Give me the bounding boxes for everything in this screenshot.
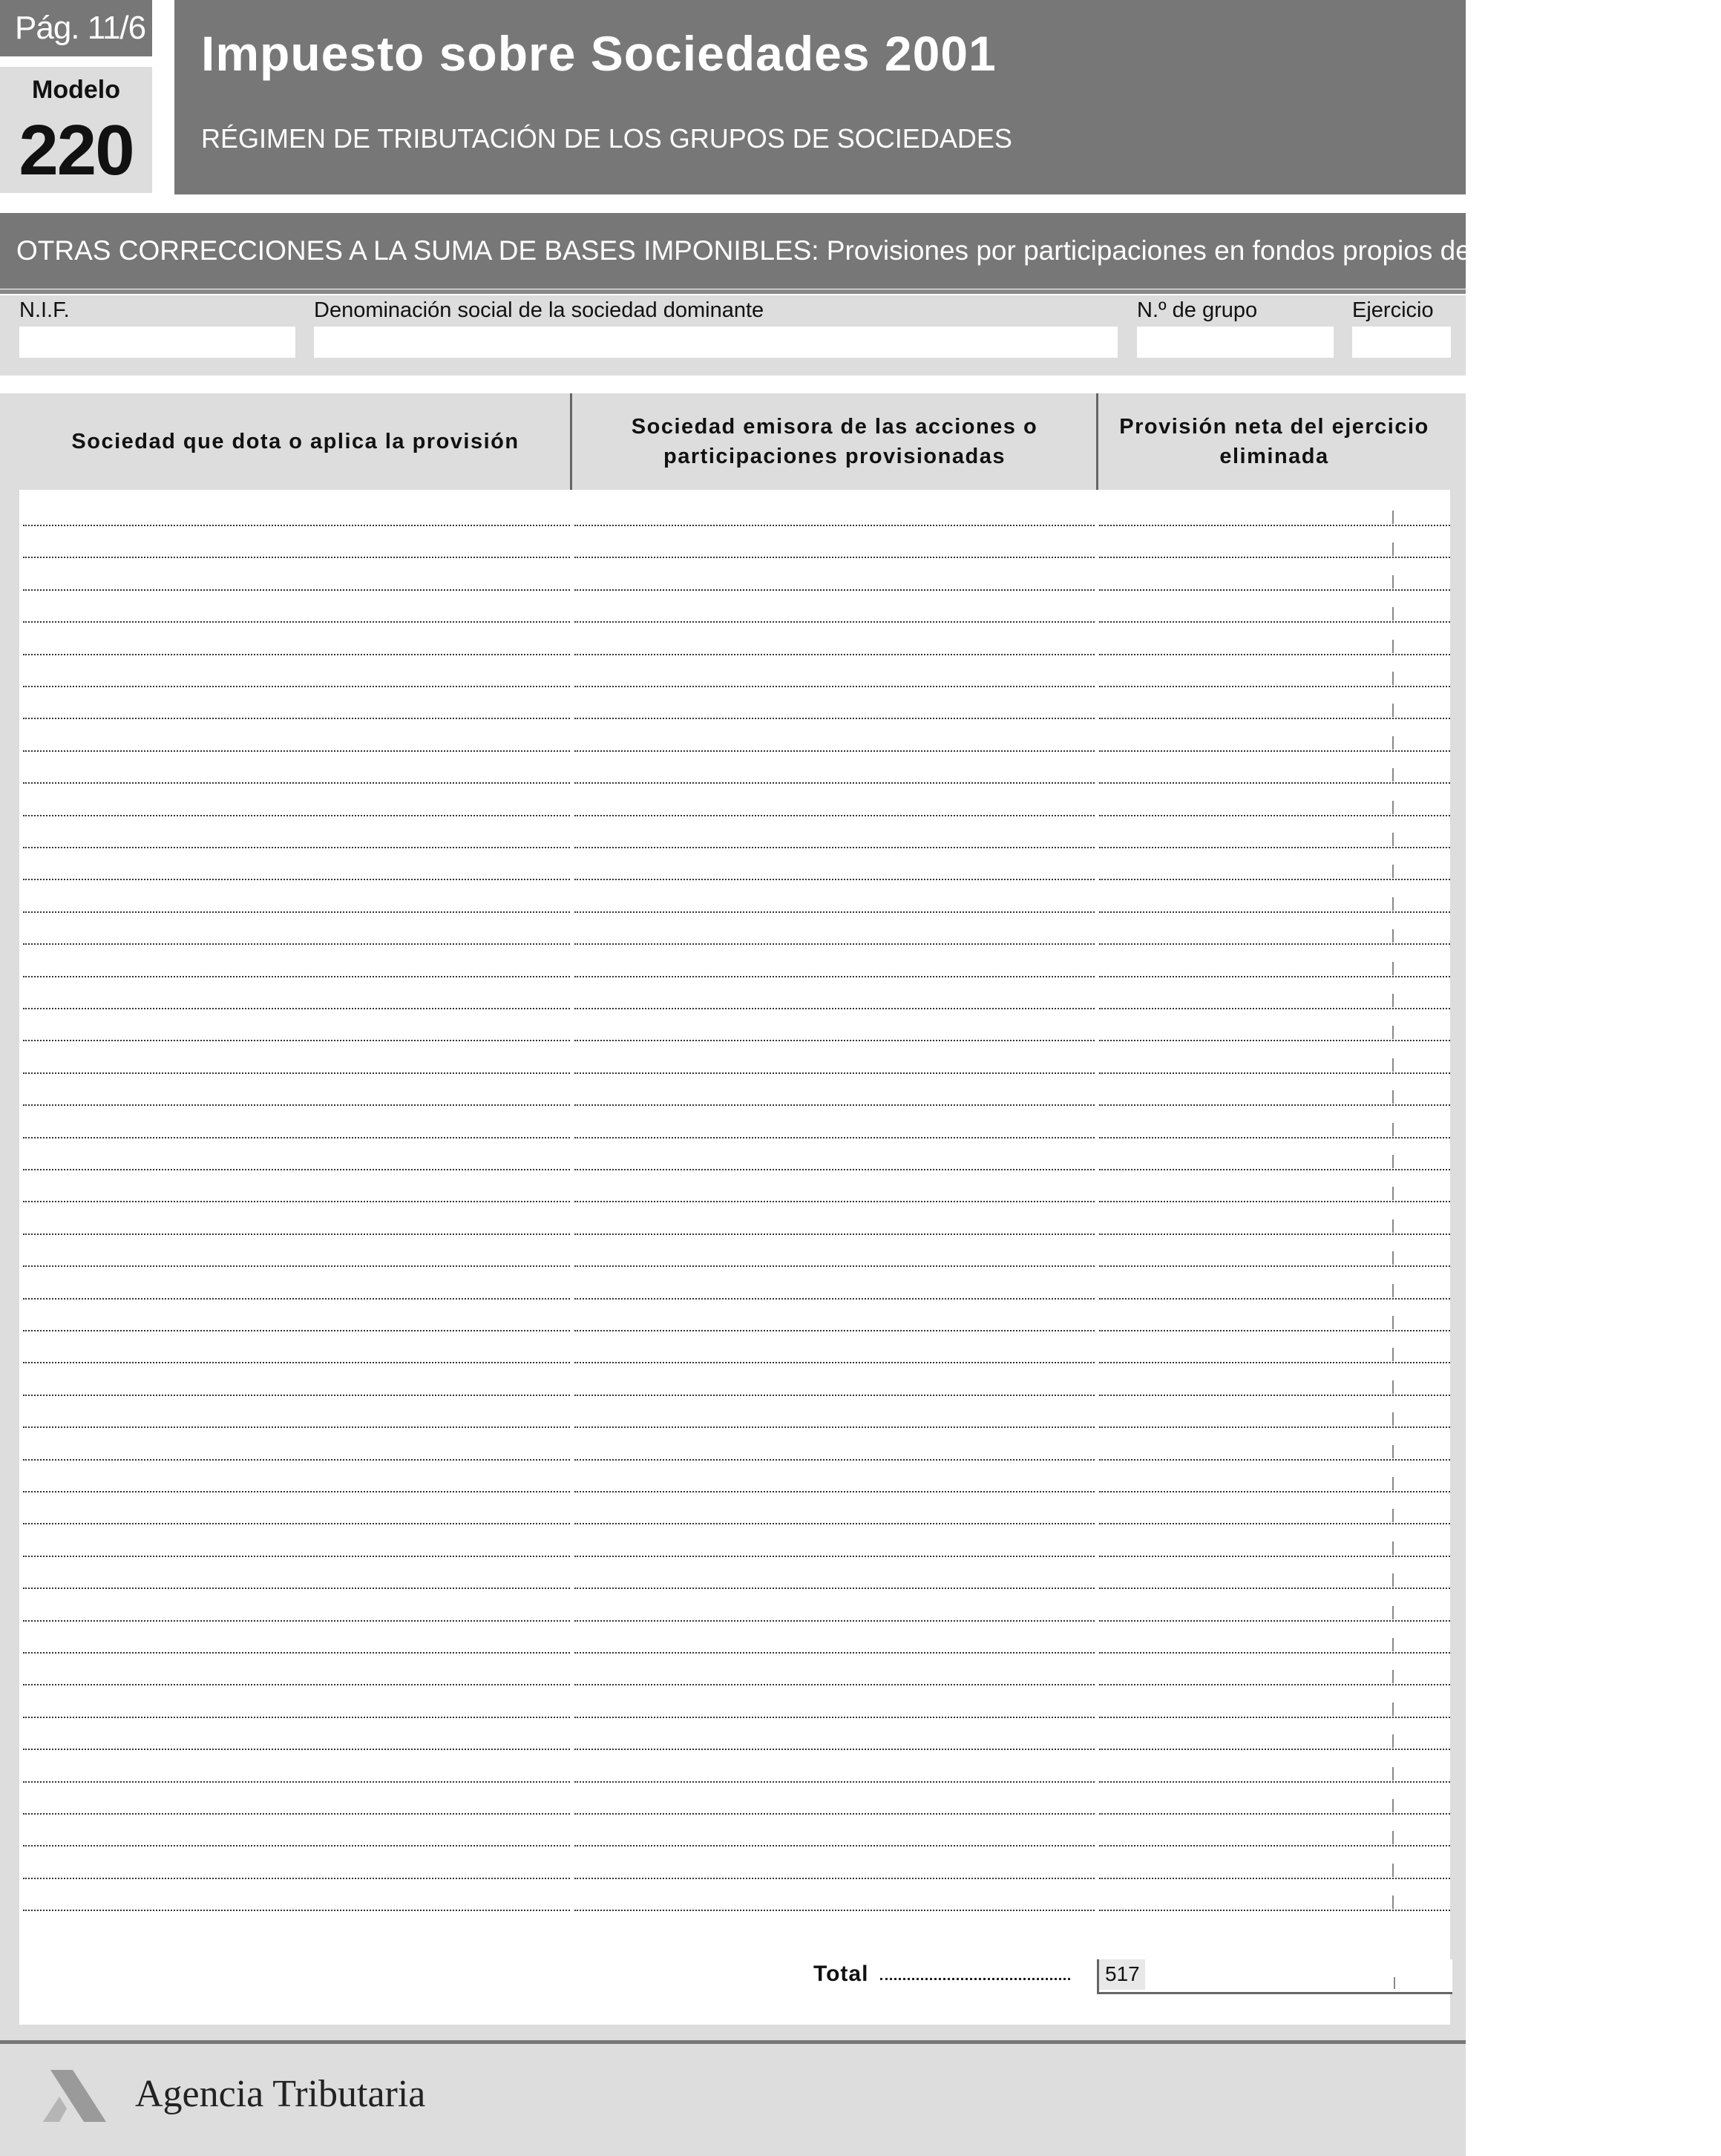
section-title: OTRAS CORRECCIONES A LA SUMA DE BASES IMPONIBLES: Provisiones por participaciones en fondos propios de empresas del grupo bbox=[0, 213, 1466, 289]
table-row bbox=[19, 655, 1450, 687]
table-row bbox=[19, 1107, 1450, 1138]
decimal-tick bbox=[1392, 1734, 1394, 1748]
cell-provision-neta[interactable] bbox=[1099, 1009, 1450, 1041]
cell-sociedad-emisora[interactable] bbox=[574, 1203, 1095, 1235]
table-row bbox=[19, 946, 1450, 977]
cell-sociedad-dota[interactable] bbox=[23, 559, 570, 591]
decimal-tick bbox=[1392, 1509, 1394, 1522]
decimal-tick bbox=[1392, 865, 1394, 878]
table-row bbox=[19, 720, 1450, 752]
decimal-tick bbox=[1392, 1573, 1394, 1587]
grupo-label: N.º de grupo bbox=[1137, 298, 1258, 322]
cell-sociedad-dota[interactable] bbox=[23, 720, 570, 752]
nif-field[interactable] bbox=[19, 327, 295, 358]
cell-provision-neta[interactable] bbox=[1099, 784, 1450, 816]
decimal-tick bbox=[1392, 704, 1394, 717]
decimal-tick bbox=[1392, 833, 1394, 846]
cell-provision-neta[interactable] bbox=[1099, 1557, 1450, 1589]
cell-sociedad-dota[interactable] bbox=[23, 1429, 570, 1461]
table-row bbox=[19, 752, 1450, 784]
cell-sociedad-dota[interactable] bbox=[23, 1235, 570, 1267]
table-row bbox=[19, 1686, 1450, 1718]
cell-provision-neta[interactable] bbox=[1099, 848, 1450, 880]
cell-provision-neta[interactable] bbox=[1099, 1622, 1450, 1654]
cell-sociedad-emisora[interactable] bbox=[574, 977, 1095, 1009]
cell-sociedad-emisora[interactable] bbox=[574, 1815, 1095, 1847]
cell-sociedad-emisora[interactable] bbox=[574, 1042, 1095, 1074]
cell-sociedad-dota[interactable] bbox=[23, 655, 570, 687]
cell-sociedad-emisora[interactable] bbox=[574, 494, 1095, 526]
cell-sociedad-emisora[interactable] bbox=[574, 1107, 1095, 1138]
table-row bbox=[19, 623, 1450, 655]
decimal-tick bbox=[1392, 1219, 1394, 1233]
cell-provision-neta[interactable] bbox=[1099, 1590, 1450, 1622]
decimal-tick bbox=[1392, 768, 1394, 782]
provisions-table bbox=[0, 393, 1466, 2041]
cell-sociedad-dota[interactable] bbox=[23, 1461, 570, 1493]
footer bbox=[0, 2044, 1466, 2156]
table-row bbox=[19, 1654, 1450, 1685]
cell-sociedad-emisora[interactable] bbox=[574, 848, 1095, 880]
cell-sociedad-dota[interactable] bbox=[23, 1622, 570, 1654]
page-number: Pág. 11/6 bbox=[0, 0, 152, 56]
cell-sociedad-dota[interactable] bbox=[23, 1783, 570, 1815]
cell-provision-neta[interactable] bbox=[1099, 494, 1450, 526]
cell-sociedad-dota[interactable] bbox=[23, 1525, 570, 1557]
section-divider bbox=[0, 289, 1466, 294]
cell-sociedad-emisora[interactable] bbox=[574, 1718, 1095, 1750]
decimal-tick bbox=[1392, 1284, 1394, 1297]
decimal-tick bbox=[1392, 1864, 1394, 1877]
cell-provision-neta[interactable] bbox=[1099, 1138, 1450, 1170]
page-subtitle: RÉGIMEN DE TRIBUTACIÓN DE LOS GRUPOS DE SOCIEDADES bbox=[201, 123, 1012, 154]
cell-sociedad-emisora[interactable] bbox=[574, 559, 1095, 591]
cell-sociedad-dota[interactable] bbox=[23, 1654, 570, 1685]
modelo-number: 220 bbox=[19, 111, 134, 190]
table-row bbox=[19, 1331, 1450, 1363]
cell-provision-neta[interactable] bbox=[1099, 1493, 1450, 1524]
cell-sociedad-emisora[interactable] bbox=[574, 1879, 1095, 1911]
cell-sociedad-emisora[interactable] bbox=[574, 1751, 1095, 1783]
table-row bbox=[19, 494, 1450, 526]
table-row bbox=[19, 1138, 1450, 1170]
cell-sociedad-dota[interactable] bbox=[23, 977, 570, 1009]
total-leader-dots bbox=[880, 1978, 1070, 1980]
cell-provision-neta[interactable] bbox=[1099, 1815, 1450, 1847]
cell-provision-neta[interactable] bbox=[1099, 1654, 1450, 1685]
cell-sociedad-emisora[interactable] bbox=[574, 752, 1095, 784]
table-row bbox=[19, 1847, 1450, 1879]
cell-sociedad-dota[interactable] bbox=[23, 687, 570, 719]
decimal-tick bbox=[1392, 897, 1394, 911]
cell-provision-neta[interactable] bbox=[1099, 913, 1450, 945]
cell-sociedad-emisora[interactable] bbox=[574, 1235, 1095, 1267]
cell-sociedad-dota[interactable] bbox=[23, 946, 570, 977]
cell-sociedad-emisora[interactable] bbox=[574, 1268, 1095, 1300]
cell-provision-neta[interactable] bbox=[1099, 526, 1450, 558]
total-decimal-tick bbox=[1394, 1977, 1395, 1989]
table-row bbox=[19, 881, 1450, 913]
cell-provision-neta[interactable] bbox=[1099, 946, 1450, 977]
cell-sociedad-emisora[interactable] bbox=[574, 1847, 1095, 1879]
cell-provision-neta[interactable] bbox=[1099, 1170, 1450, 1202]
table-row bbox=[19, 1783, 1450, 1815]
cell-provision-neta[interactable] bbox=[1099, 1074, 1450, 1106]
decimal-tick bbox=[1392, 1348, 1394, 1361]
cell-sociedad-emisora[interactable] bbox=[574, 1074, 1095, 1106]
cell-provision-neta[interactable] bbox=[1099, 1268, 1450, 1300]
cell-sociedad-emisora[interactable] bbox=[574, 1525, 1095, 1557]
cell-provision-neta[interactable] bbox=[1099, 1751, 1450, 1783]
cell-sociedad-dota[interactable] bbox=[23, 1718, 570, 1750]
cell-sociedad-dota[interactable] bbox=[23, 848, 570, 880]
agency-name: Agencia Tributaria bbox=[135, 2073, 426, 2115]
cell-provision-neta[interactable] bbox=[1099, 1331, 1450, 1363]
column-header-sociedad-dota-text: Sociedad que dota o aplica la provisión bbox=[71, 430, 519, 453]
table-row bbox=[19, 1396, 1450, 1428]
decimal-tick bbox=[1392, 1026, 1394, 1039]
identification-strip bbox=[0, 295, 1466, 376]
decimal-tick bbox=[1392, 1606, 1394, 1619]
cell-sociedad-dota[interactable] bbox=[23, 1331, 570, 1363]
decimal-tick bbox=[1392, 1251, 1394, 1265]
table-body bbox=[19, 490, 1450, 2025]
decimal-tick bbox=[1392, 1799, 1394, 1812]
cell-provision-neta[interactable] bbox=[1099, 623, 1450, 655]
cell-sociedad-emisora[interactable] bbox=[574, 1364, 1095, 1396]
cell-sociedad-emisora[interactable] bbox=[574, 1493, 1095, 1524]
cell-sociedad-dota[interactable] bbox=[23, 1268, 570, 1300]
cell-sociedad-emisora[interactable] bbox=[574, 655, 1095, 687]
ejercicio-field[interactable] bbox=[1352, 327, 1451, 358]
cell-sociedad-emisora[interactable] bbox=[574, 591, 1095, 623]
cell-sociedad-emisora[interactable] bbox=[574, 623, 1095, 655]
cell-sociedad-emisora[interactable] bbox=[574, 1429, 1095, 1461]
cell-sociedad-dota[interactable] bbox=[23, 1879, 570, 1911]
decimal-tick bbox=[1392, 1703, 1394, 1716]
cell-sociedad-emisora[interactable] bbox=[574, 1557, 1095, 1589]
table-row bbox=[19, 1429, 1450, 1461]
agencia-tributaria-logo-icon bbox=[43, 2070, 110, 2129]
cell-sociedad-dota[interactable] bbox=[23, 913, 570, 945]
grupo-field[interactable] bbox=[1137, 327, 1334, 358]
table-row bbox=[19, 1493, 1450, 1524]
table-row bbox=[19, 1525, 1450, 1557]
table-row bbox=[19, 1170, 1450, 1202]
denominacion-field[interactable] bbox=[314, 327, 1118, 358]
cell-sociedad-dota[interactable] bbox=[23, 1493, 570, 1524]
column-header-provision-neta bbox=[1098, 393, 1450, 490]
decimal-tick bbox=[1392, 994, 1394, 1007]
decimal-tick bbox=[1392, 929, 1394, 943]
decimal-tick bbox=[1392, 640, 1394, 653]
decimal-tick bbox=[1392, 543, 1394, 556]
decimal-tick bbox=[1392, 511, 1394, 524]
table-row bbox=[19, 1815, 1450, 1847]
cell-provision-neta[interactable] bbox=[1099, 1718, 1450, 1750]
decimal-tick bbox=[1392, 1380, 1394, 1394]
cell-sociedad-emisora[interactable] bbox=[574, 913, 1095, 945]
decimal-tick bbox=[1392, 1767, 1394, 1780]
cell-sociedad-emisora[interactable] bbox=[574, 1396, 1095, 1428]
cell-provision-neta[interactable] bbox=[1099, 1300, 1450, 1331]
table-row bbox=[19, 687, 1450, 719]
cell-provision-neta[interactable] bbox=[1099, 1879, 1450, 1911]
modelo-label: Modelo bbox=[32, 76, 120, 104]
cell-provision-neta[interactable] bbox=[1099, 1461, 1450, 1493]
cell-sociedad-dota[interactable] bbox=[23, 1009, 570, 1041]
cell-provision-neta[interactable] bbox=[1099, 1107, 1450, 1138]
decimal-tick bbox=[1392, 1445, 1394, 1458]
page-title: Impuesto sobre Sociedades 2001 bbox=[201, 26, 997, 81]
cell-provision-neta[interactable] bbox=[1099, 1203, 1450, 1235]
cell-sociedad-dota[interactable] bbox=[23, 1300, 570, 1331]
cell-sociedad-dota[interactable] bbox=[23, 1170, 570, 1202]
decimal-tick bbox=[1392, 1058, 1394, 1072]
cell-sociedad-emisora[interactable] bbox=[574, 1170, 1095, 1202]
cell-provision-neta[interactable] bbox=[1099, 1525, 1450, 1557]
table-row bbox=[19, 816, 1450, 848]
total-code: 517 bbox=[1105, 1962, 1140, 1985]
cell-sociedad-dota[interactable] bbox=[23, 591, 570, 623]
table-row bbox=[19, 526, 1450, 558]
decimal-tick bbox=[1392, 1831, 1394, 1844]
cell-provision-neta[interactable] bbox=[1099, 1429, 1450, 1461]
cell-sociedad-emisora[interactable] bbox=[574, 816, 1095, 848]
cell-sociedad-dota[interactable] bbox=[23, 1107, 570, 1138]
cell-sociedad-dota[interactable] bbox=[23, 1847, 570, 1879]
decimal-tick bbox=[1392, 1155, 1394, 1168]
cell-sociedad-emisora[interactable] bbox=[574, 687, 1095, 719]
column-header-provision-neta-line2: eliminada bbox=[1219, 445, 1329, 468]
decimal-tick bbox=[1392, 1412, 1394, 1426]
nif-label: N.I.F. bbox=[19, 298, 70, 322]
decimal-tick bbox=[1392, 1670, 1394, 1683]
cell-sociedad-dota[interactable] bbox=[23, 881, 570, 913]
cell-sociedad-dota[interactable] bbox=[23, 1815, 570, 1847]
cell-sociedad-dota[interactable] bbox=[23, 752, 570, 784]
cell-provision-neta[interactable] bbox=[1099, 655, 1450, 687]
cell-sociedad-emisora[interactable] bbox=[574, 946, 1095, 977]
cell-sociedad-dota[interactable] bbox=[23, 1364, 570, 1396]
table-row bbox=[19, 784, 1450, 816]
table-row bbox=[19, 1268, 1450, 1300]
cell-sociedad-emisora[interactable] bbox=[574, 1300, 1095, 1331]
cell-sociedad-dota[interactable] bbox=[23, 1074, 570, 1106]
table-row bbox=[19, 1557, 1450, 1589]
decimal-tick bbox=[1392, 1123, 1394, 1136]
decimal-tick bbox=[1392, 801, 1394, 814]
table-row bbox=[19, 913, 1450, 945]
table-row bbox=[19, 1622, 1450, 1654]
table-row bbox=[19, 1751, 1450, 1783]
cell-sociedad-dota[interactable] bbox=[23, 494, 570, 526]
cell-sociedad-emisora[interactable] bbox=[574, 1783, 1095, 1815]
column-header-sociedad-emisora-line1: Sociedad emisora de las acciones o bbox=[631, 415, 1038, 439]
table-row bbox=[19, 559, 1450, 591]
column-header-sociedad-emisora-line2: participaciones provisionadas bbox=[663, 445, 1006, 468]
cell-provision-neta[interactable] bbox=[1099, 1364, 1450, 1396]
cell-sociedad-dota[interactable] bbox=[23, 623, 570, 655]
cell-sociedad-emisora[interactable] bbox=[574, 1461, 1095, 1493]
decimal-tick bbox=[1392, 1477, 1394, 1490]
decimal-tick bbox=[1392, 575, 1394, 589]
cell-sociedad-dota[interactable] bbox=[23, 1590, 570, 1622]
table-row bbox=[19, 977, 1450, 1009]
denominacion-label: Denominación social de la sociedad dominante bbox=[314, 298, 764, 322]
decimal-tick bbox=[1392, 1638, 1394, 1651]
column-header-provision-neta-line1: Provisión neta del ejercicio bbox=[1119, 415, 1429, 439]
cell-sociedad-emisora[interactable] bbox=[574, 1590, 1095, 1622]
decimal-tick bbox=[1392, 1316, 1394, 1329]
cell-provision-neta[interactable] bbox=[1099, 687, 1450, 719]
table-row bbox=[19, 848, 1450, 880]
cell-provision-neta[interactable] bbox=[1099, 1396, 1450, 1428]
cell-provision-neta[interactable] bbox=[1099, 1847, 1450, 1879]
cell-sociedad-emisora[interactable] bbox=[574, 1138, 1095, 1170]
table-row bbox=[19, 1718, 1450, 1750]
cell-provision-neta[interactable] bbox=[1099, 720, 1450, 752]
cell-sociedad-dota[interactable] bbox=[23, 1042, 570, 1074]
cell-sociedad-emisora[interactable] bbox=[574, 784, 1095, 816]
decimal-tick bbox=[1392, 1541, 1394, 1555]
cell-provision-neta[interactable] bbox=[1099, 752, 1450, 784]
table-row bbox=[19, 1879, 1450, 1911]
cell-sociedad-dota[interactable] bbox=[23, 1203, 570, 1235]
column-header-sociedad-emisora bbox=[573, 393, 1096, 490]
ejercicio-label: Ejercicio bbox=[1352, 298, 1434, 322]
cell-provision-neta[interactable] bbox=[1099, 816, 1450, 848]
cell-sociedad-emisora[interactable] bbox=[574, 1009, 1095, 1041]
column-header-sociedad-dota bbox=[19, 393, 571, 490]
modelo-box bbox=[0, 67, 152, 193]
cell-sociedad-emisora[interactable] bbox=[574, 1686, 1095, 1718]
cell-sociedad-emisora[interactable] bbox=[574, 720, 1095, 752]
table-row bbox=[19, 1074, 1450, 1106]
table-row bbox=[19, 1203, 1450, 1235]
cell-sociedad-dota[interactable] bbox=[23, 1751, 570, 1783]
cell-provision-neta[interactable] bbox=[1099, 1686, 1450, 1718]
cell-sociedad-emisora[interactable] bbox=[574, 526, 1095, 558]
table-row bbox=[19, 1042, 1450, 1074]
decimal-tick bbox=[1392, 1090, 1394, 1104]
cell-provision-neta[interactable] bbox=[1099, 1235, 1450, 1267]
table-row bbox=[19, 1235, 1450, 1267]
cell-provision-neta[interactable] bbox=[1099, 977, 1450, 1009]
cell-sociedad-emisora[interactable] bbox=[574, 1654, 1095, 1685]
cell-sociedad-emisora[interactable] bbox=[574, 881, 1095, 913]
cell-sociedad-dota[interactable] bbox=[23, 1686, 570, 1718]
decimal-tick bbox=[1392, 962, 1394, 975]
cell-provision-neta[interactable] bbox=[1099, 1783, 1450, 1815]
decimal-tick bbox=[1392, 672, 1394, 685]
total-label: Total bbox=[813, 1962, 869, 1986]
total-field[interactable] bbox=[1097, 1959, 1452, 1994]
decimal-tick bbox=[1392, 736, 1394, 750]
cell-sociedad-dota[interactable] bbox=[23, 816, 570, 848]
cell-provision-neta[interactable] bbox=[1099, 559, 1450, 591]
table-row bbox=[19, 1364, 1450, 1396]
cell-provision-neta[interactable] bbox=[1099, 1042, 1450, 1074]
decimal-tick bbox=[1392, 1187, 1394, 1200]
decimal-tick bbox=[1392, 1895, 1394, 1909]
cell-sociedad-dota[interactable] bbox=[23, 1138, 570, 1170]
cell-sociedad-dota[interactable] bbox=[23, 1396, 570, 1428]
decimal-tick bbox=[1392, 607, 1394, 620]
title-band bbox=[174, 0, 1466, 194]
table-row bbox=[19, 591, 1450, 623]
cell-provision-neta[interactable] bbox=[1099, 591, 1450, 623]
cell-sociedad-dota[interactable] bbox=[23, 526, 570, 558]
cell-sociedad-emisora[interactable] bbox=[574, 1331, 1095, 1363]
table-row bbox=[19, 1009, 1450, 1041]
cell-sociedad-dota[interactable] bbox=[23, 784, 570, 816]
cell-sociedad-emisora[interactable] bbox=[574, 1622, 1095, 1654]
cell-provision-neta[interactable] bbox=[1099, 881, 1450, 913]
table-row bbox=[19, 1300, 1450, 1331]
table-row bbox=[19, 1461, 1450, 1493]
table-row bbox=[19, 1590, 1450, 1622]
cell-sociedad-dota[interactable] bbox=[23, 1557, 570, 1589]
